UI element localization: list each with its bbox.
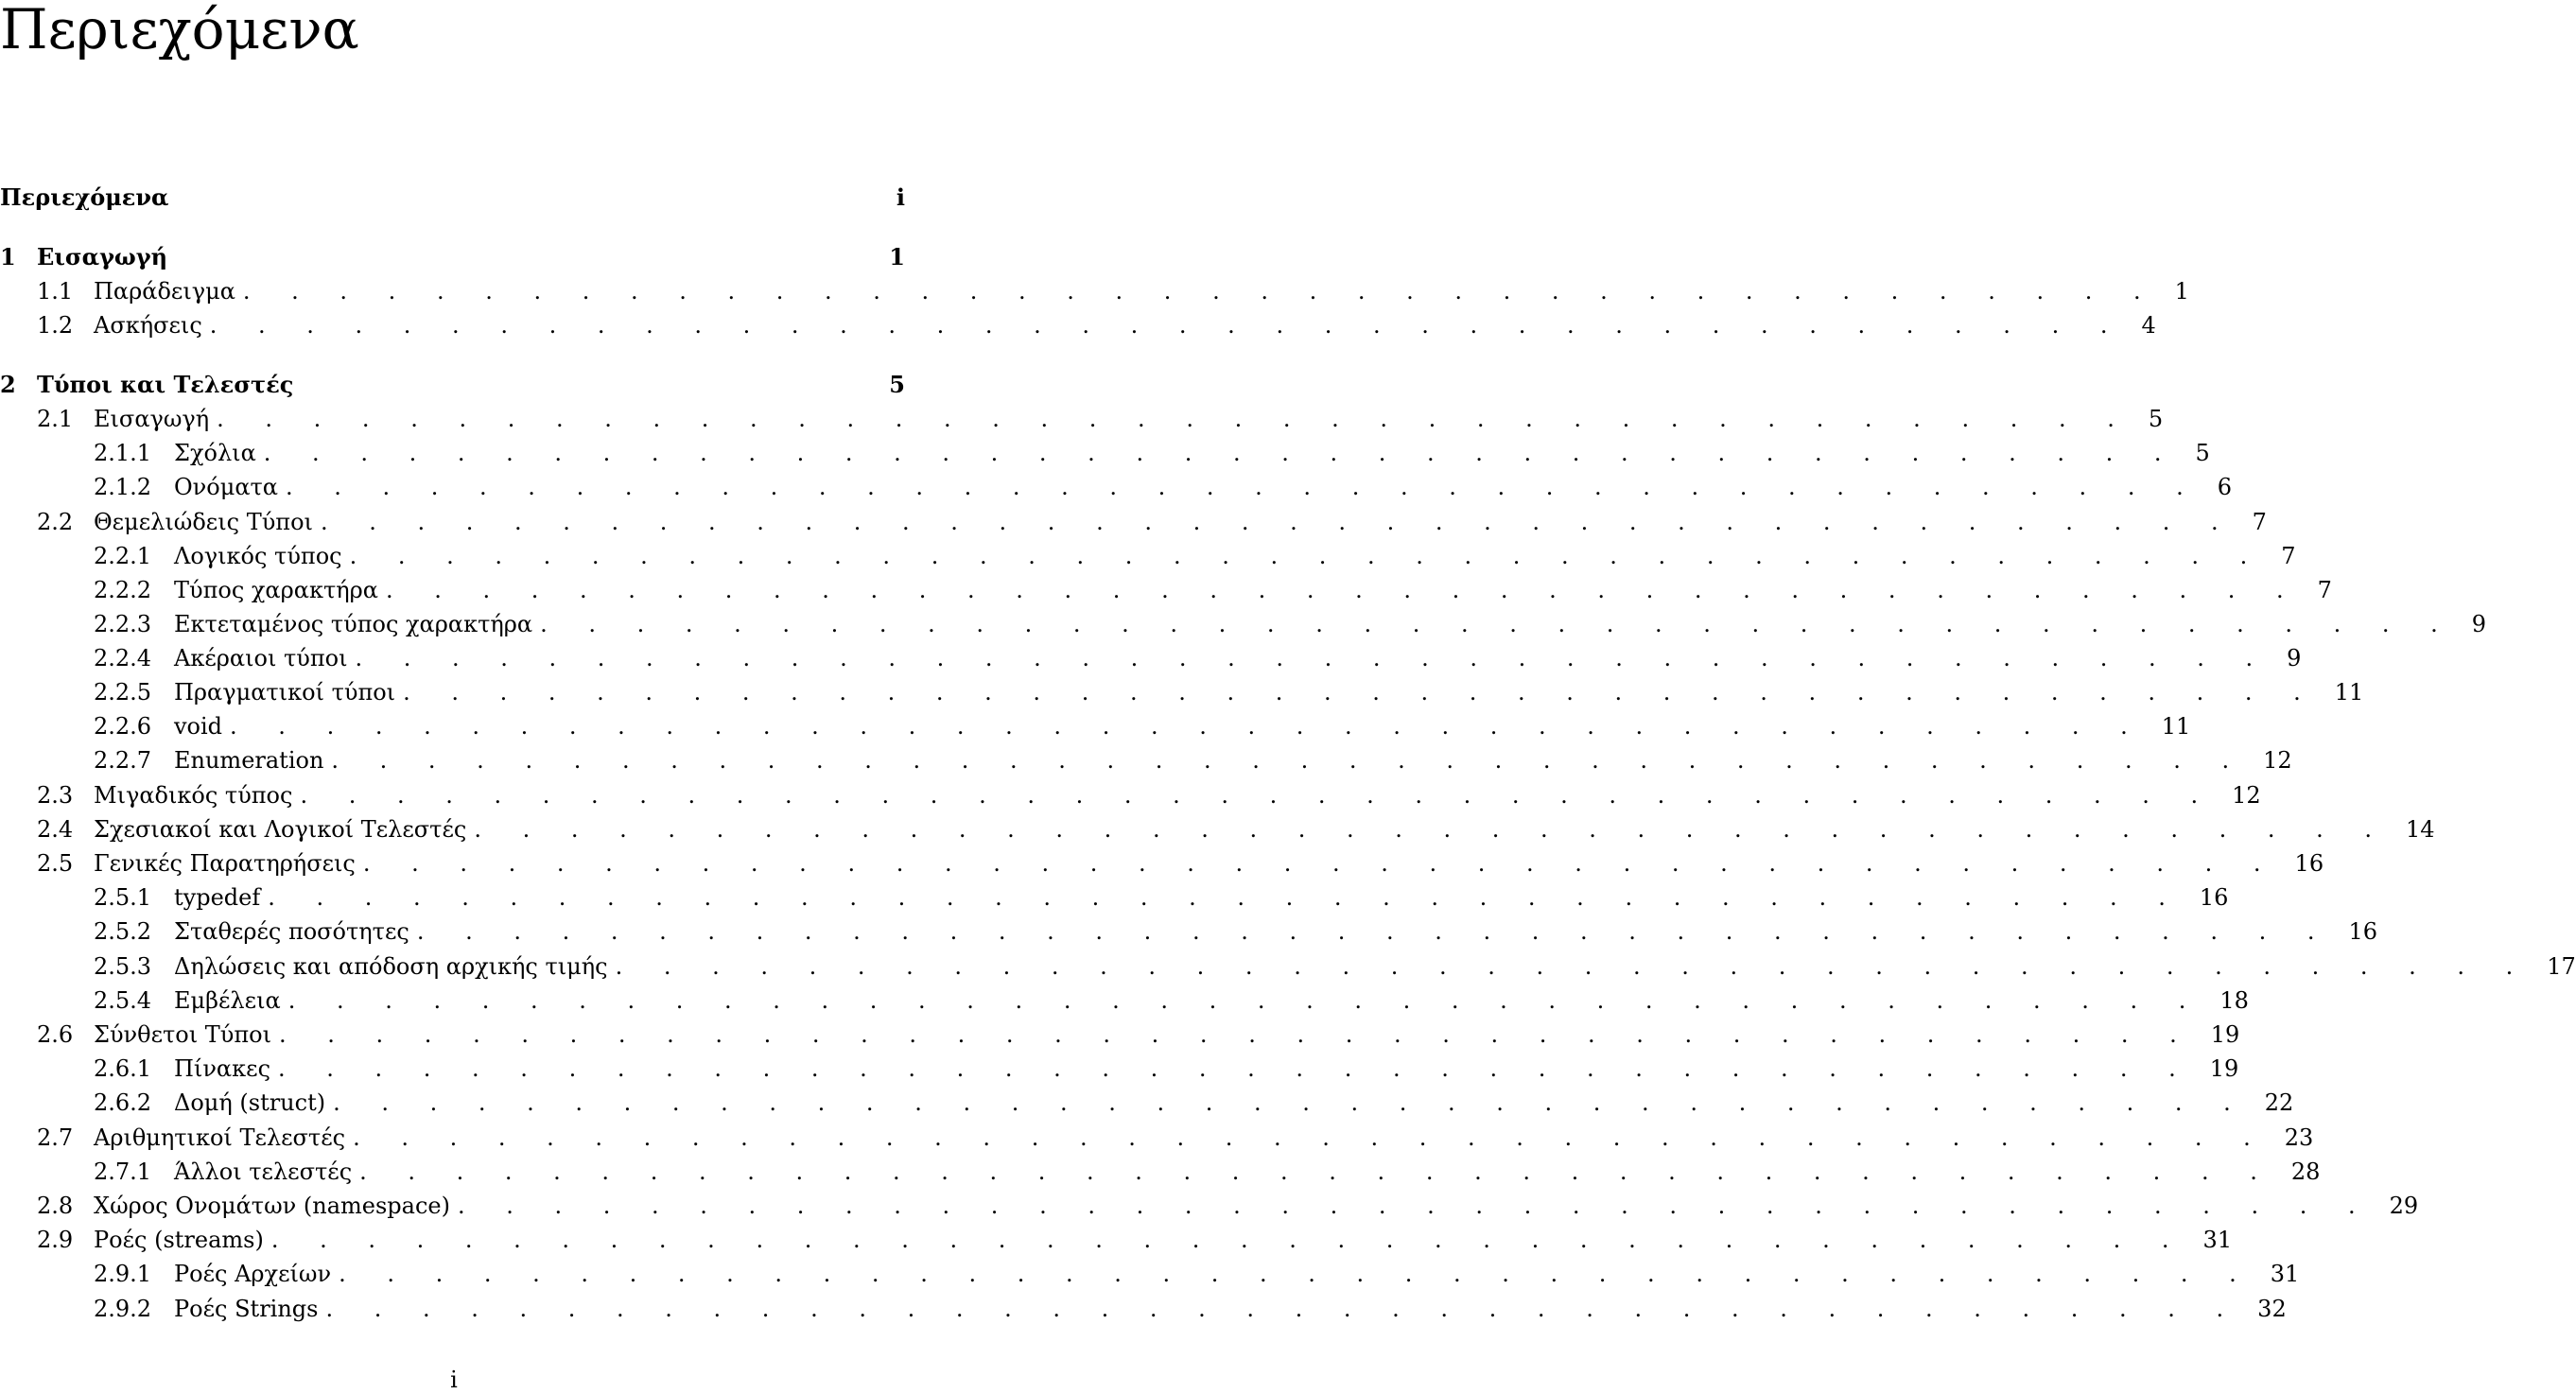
toc-leader-dots: . . . . . . . . . . . . . . . . . . . . . . . . . . . . . . . . . . . . . . . . (355, 645, 2271, 671)
toc-entry-title: Πίνακες (174, 1055, 271, 1082)
toc-entry-page: 16 (2348, 918, 2378, 945)
toc-leader-dots: . . . . . . . . . . . . . . . . . . . . . . . . . . . . . . . . . . . . . . . . (457, 1193, 2373, 1219)
toc-entry-title: Τύπος χαρακτήρα (174, 577, 378, 603)
toc-entry-page: 32 (2257, 1296, 2287, 1322)
toc-entry-title: Εμβέλεια (174, 987, 281, 1014)
toc-leader-dots: . . . . . . . . . . . . . . . . . . . . . . . . . . . . . . . . . . . . . . . . (349, 543, 2265, 569)
toc-subsection-2-9-1[interactable] (94, 1260, 2300, 1288)
toc-leader-dots: . . . . . . . . . . . . . . . . . . . . . . . . . . . . . . . . . . . . . . . . (230, 713, 2145, 740)
toc-entry-title: Εισαγωγή (37, 243, 168, 270)
toc-subsection-2-2-6[interactable] (94, 712, 2191, 741)
toc-section-1-1[interactable] (37, 277, 2189, 305)
toc-entry-title: Γενικές Παρατηρήσεις (94, 850, 356, 877)
toc-entry-number: 2.1.1 (94, 440, 152, 466)
toc-entry-number: 2.2.2 (94, 577, 152, 603)
toc-entry-title: Δηλώσεις και απόδοση αρχικής τιμής (174, 953, 608, 980)
toc-entry-number: 2.5.2 (94, 918, 152, 945)
toc-entry-page: 11 (2161, 713, 2191, 740)
toc-leader-dots: . . . . . . . . . . . . . . . . . . . . . . . . . . . . . . . . . . . . . . . . (416, 918, 2332, 945)
toc-section-1-2[interactable] (37, 311, 2156, 340)
toc-entry-title: Χώρος Ονομάτων (namespace) (94, 1193, 450, 1219)
toc-chapter-2[interactable] (0, 371, 905, 399)
toc-entry-contents[interactable] (0, 183, 905, 212)
toc-entry-page: 31 (2270, 1261, 2300, 1287)
toc-entry-number: 2.8 (37, 1193, 74, 1219)
toc-section-2-4[interactable] (37, 815, 2435, 844)
toc-entry-number: 2.7.1 (94, 1159, 152, 1185)
toc-entry-number: 2.2.5 (94, 679, 152, 706)
toc-entry-title: Εκτεταμένος τύπος χαρακτήρα (174, 611, 533, 637)
toc-entry-title: Περιεχόμενα (0, 183, 169, 211)
toc-subsection-2-5-4[interactable] (94, 986, 2249, 1015)
toc-section-2-2[interactable] (37, 508, 2267, 536)
toc-entry-page: 19 (2210, 1021, 2240, 1048)
toc-leader-dots: . . . . . . . . . . . . . . . . . . . . . . . . . . . . . . . . . . . . . . . . (325, 1296, 2241, 1322)
toc-leader-dots: . . . . . . . . . . . . . . . . . . . . . . . . . . . . . . . . . . . . . . . . (615, 953, 2531, 980)
page-number-footer: i (450, 1367, 458, 1393)
toc-entry-page: 12 (2263, 747, 2292, 774)
toc-entry-title: Ροές Αρχείων (174, 1261, 332, 1287)
toc-leader-dots: . . . . . . . . . . . . . . . . . . . . . . . . . . . . . . . . . . . . . . . . (385, 577, 2301, 603)
toc-entry-title: Ονόματα (174, 474, 279, 500)
toc-entry-number: 2.5.4 (94, 987, 152, 1014)
toc-leader-dots: . . . . . . . . . . . . . . . . . . . . . . . . . . . . . . . . . . . . . . . . (359, 1159, 2274, 1185)
page-title: Περιεχόμενα (0, 0, 359, 61)
toc-entry-page: 11 (2334, 679, 2364, 706)
toc-entry-number: 2.5.1 (94, 884, 152, 911)
toc-entry-title: Ροές Strings (174, 1296, 319, 1322)
toc-entry-title: Ασκήσεις (94, 312, 202, 339)
toc-entry-number: 2 (0, 371, 16, 398)
toc-entry-title: Πραγματικοί τύποι (174, 679, 396, 706)
toc-entry-page: 9 (2471, 611, 2487, 637)
toc-entry-number: 2.1 (37, 406, 74, 432)
toc-subsection-2-2-7[interactable] (94, 746, 2292, 775)
toc-entry-page: 19 (2209, 1055, 2239, 1082)
toc-subsection-2-5-2[interactable] (94, 917, 2378, 946)
toc-subsection-2-2-4[interactable] (94, 644, 2302, 672)
toc-entry-page: 7 (2281, 543, 2296, 569)
toc-leader-dots: . . . . . . . . . . . . . . . . . . . . . . . . . . . . . . . . . . . . . . . . (403, 679, 2318, 706)
toc-leader-dots: . . . . . . . . . . . . . . . . . . . . . . . . . . . . . . . . . . . . . . . . (300, 782, 2216, 809)
toc-entry-page: 31 (2202, 1227, 2233, 1253)
toc-entry-page: 17 (2547, 953, 2576, 980)
toc-leader-dots: . . . . . . . . . . . . . . . . . . . . . . . . . . . . . . . . . . . . . . . . (331, 747, 2247, 774)
toc-entry-number: 2.2 (37, 509, 74, 535)
toc-entry-number: 2.9.2 (94, 1296, 152, 1322)
toc-entry-title: Λογικός τύπος (174, 543, 342, 569)
toc-entry-page: 7 (2317, 577, 2332, 603)
toc-subsection-2-6-1[interactable] (94, 1054, 2239, 1083)
toc-leader-dots: . . . . . . . . . . . . . . . . . . . . . . . . . . . . . . . . . . . . . . . . (242, 278, 2158, 305)
toc-entry-title: Σχόλια (174, 440, 256, 466)
toc-leader-dots: . . . . . . . . . . . . . . . . . . . . . . . . . . . . . . . . . . . . . . . . (353, 1124, 2268, 1151)
toc-entry-number: 1.2 (37, 312, 74, 339)
toc-entry-number: 2.2.7 (94, 747, 152, 774)
toc-entry-page: 18 (2219, 987, 2249, 1014)
toc-leader-dots: . . . . . . . . . . . . . . . . . . . . . . . . . . . . . . . . . . . . . . . . (263, 440, 2179, 466)
toc-subsection-2-2-5[interactable] (94, 678, 2364, 706)
toc-entry-number: 2.5 (37, 850, 74, 877)
toc-leader-dots: . . . . . . . . . . . . . . . . . . . . . . . . . . . . . . . . . . . . . . . . (540, 611, 2455, 637)
toc-entry-number: 1.1 (37, 278, 74, 305)
toc-entry-number: 2.9 (37, 1227, 74, 1253)
toc-entry-number: 2.6.1 (94, 1055, 152, 1082)
toc-leader-dots: . . . . . . . . . . . . . . . . . . . . . . . . . . . . . . . . . . . . . . . . (268, 884, 2183, 911)
toc-subsection-2-2-3[interactable] (94, 610, 2487, 638)
toc-entry-number: 1 (0, 243, 16, 270)
toc-entry-number: 2.6 (37, 1021, 74, 1048)
toc-entry-page: i (896, 183, 905, 211)
toc-entry-number: 2.9.1 (94, 1261, 152, 1287)
toc-section-2-8[interactable] (37, 1192, 2419, 1220)
toc-entry-page: 16 (2199, 884, 2229, 911)
toc-entry-title: Σταθερές ποσότητες (174, 918, 409, 945)
toc-leader-dots: . . . . . . . . . . . . . . . . . . . . . . . . . . . . . . . . . . . . . . . . (287, 987, 2203, 1014)
toc-entry-page: 5 (889, 371, 905, 398)
toc-subsection-2-5-1[interactable] (94, 883, 2229, 912)
toc-subsection-2-9-2[interactable] (94, 1295, 2287, 1323)
toc-section-2-7[interactable] (37, 1124, 2314, 1152)
toc-entry-number: 2.3 (37, 782, 74, 809)
toc-subsection-2-2-2[interactable] (94, 576, 2332, 604)
toc-leader-dots: . . . . . . . . . . . . . . . . . . . . . . . . . . . . . . . . . . . . . . . . (320, 509, 2236, 535)
toc-subsection-2-1-1[interactable] (94, 439, 2210, 467)
toc-subsection-2-7-1[interactable] (94, 1158, 2321, 1186)
toc-entry-page: 6 (2217, 474, 2232, 500)
toc-leader-dots: . . . . . . . . . . . . . . . . . . . . . . . . . . . . . . . . . . . . . . . . (209, 312, 2125, 339)
toc-leader-dots: . . . . . . . . . . . . . . . . . . . . . . . . . . . . . . . . . . . . . . . . (362, 850, 2278, 877)
toc-section-2-3[interactable] (37, 781, 2261, 810)
toc-leader-dots: . . . . . . . . . . . . . . . . . . . . . . . . . . . . . . . . . . . . . . . . (217, 406, 2132, 432)
toc-entry-title: Τύποι και Τελεστές (37, 371, 294, 398)
toc-leader-dots: . . . . . . . . . . . . . . . . . . . . . . . . . . . . . . . . . . . . . . . . (278, 1055, 2193, 1082)
toc-entry-page: 7 (2252, 509, 2267, 535)
toc-entry-page: 5 (2195, 440, 2210, 466)
toc-entry-title: typedef (174, 884, 261, 911)
toc-entry-number: 2.4 (37, 816, 74, 843)
toc-entry-page: 5 (2148, 406, 2164, 432)
toc-entry-number: 2.2.6 (94, 713, 152, 740)
toc-subsection-2-2-1[interactable] (94, 542, 2296, 570)
toc-entry-page: 29 (2389, 1193, 2419, 1219)
toc-leader-dots: . . . . . . . . . . . . . . . . . . . . . . . . . . . . . . . . . . . . . . . . (279, 1021, 2194, 1048)
toc-entry-number: 2.6.2 (94, 1089, 152, 1116)
toc-leader-dots: . . . . . . . . . . . . . . . . . . . . . . . . . . . . . . . . . . . . . . . . (474, 816, 2390, 843)
toc-entry-title: Enumeration (174, 747, 324, 774)
toc-section-2-5[interactable] (37, 849, 2324, 878)
toc-subsection-2-1-2[interactable] (94, 473, 2232, 501)
toc-entry-number: 2.1.2 (94, 474, 152, 500)
toc-entry-number: 2.2.3 (94, 611, 152, 637)
toc-entry-title: Δομή (struct) (174, 1089, 326, 1116)
toc-entry-page: 22 (2264, 1089, 2294, 1116)
toc-section-2-1[interactable] (37, 405, 2164, 433)
toc-entry-title: Παράδειγμα (94, 278, 235, 305)
toc-chapter-1[interactable] (0, 243, 905, 271)
toc-entry-title: Ροές (streams) (94, 1227, 264, 1253)
toc-subsection-2-5-3[interactable] (94, 952, 2576, 981)
toc-entry-title: Αριθμητικοί Τελεστές (94, 1124, 346, 1151)
toc-subsection-2-6-2[interactable] (94, 1089, 2294, 1117)
toc-entry-title: Θεμελιώδεις Τύποι (94, 509, 313, 535)
toc-entry-title: Ακέραιοι τύποι (174, 645, 348, 671)
toc-leader-dots: . . . . . . . . . . . . . . . . . . . . . . . . . . . . . . . . . . . . . . . . (270, 1227, 2186, 1253)
toc-entry-number: 2.7 (37, 1124, 74, 1151)
toc-section-2-9[interactable] (37, 1226, 2233, 1254)
toc-leader-dots: . . . . . . . . . . . . . . . . . . . . . . . . . . . . . . . . . . . . . . . . (286, 474, 2201, 500)
toc-entry-title: void (174, 713, 223, 740)
toc-entry-page: 4 (2141, 312, 2156, 339)
toc-entry-page: 14 (2406, 816, 2435, 843)
toc-entry-number: 2.5.3 (94, 953, 152, 980)
toc-entry-title: Σχεσιακοί και Λογικοί Τελεστές (94, 816, 467, 843)
toc-entry-page: 28 (2290, 1159, 2321, 1185)
toc-entry-page: 23 (2284, 1124, 2314, 1151)
toc-entry-page: 1 (2174, 278, 2189, 305)
toc-section-2-6[interactable] (37, 1020, 2240, 1049)
toc-leader-dots: . . . . . . . . . . . . . . . . . . . . . . . . . . . . . . . . . . . . . . . . (333, 1089, 2248, 1116)
toc-entry-page: 12 (2232, 782, 2261, 809)
toc-entry-page: 9 (2287, 645, 2302, 671)
toc-entry-page: 16 (2294, 850, 2324, 877)
toc-entry-page: 1 (889, 243, 905, 270)
toc-entry-number: 2.2.4 (94, 645, 152, 671)
toc-entry-title: Άλλοι τελεστές (174, 1159, 353, 1185)
toc-entry-title: Σύνθετοι Τύποι (94, 1021, 272, 1048)
toc-entry-title: Εισαγωγή (94, 406, 210, 432)
toc-entry-number: 2.2.1 (94, 543, 152, 569)
toc-entry-title: Μιγαδικός τύπος (94, 782, 293, 809)
toc-leader-dots: . . . . . . . . . . . . . . . . . . . . . . . . . . . . . . . . . . . . . . . . (339, 1261, 2254, 1287)
